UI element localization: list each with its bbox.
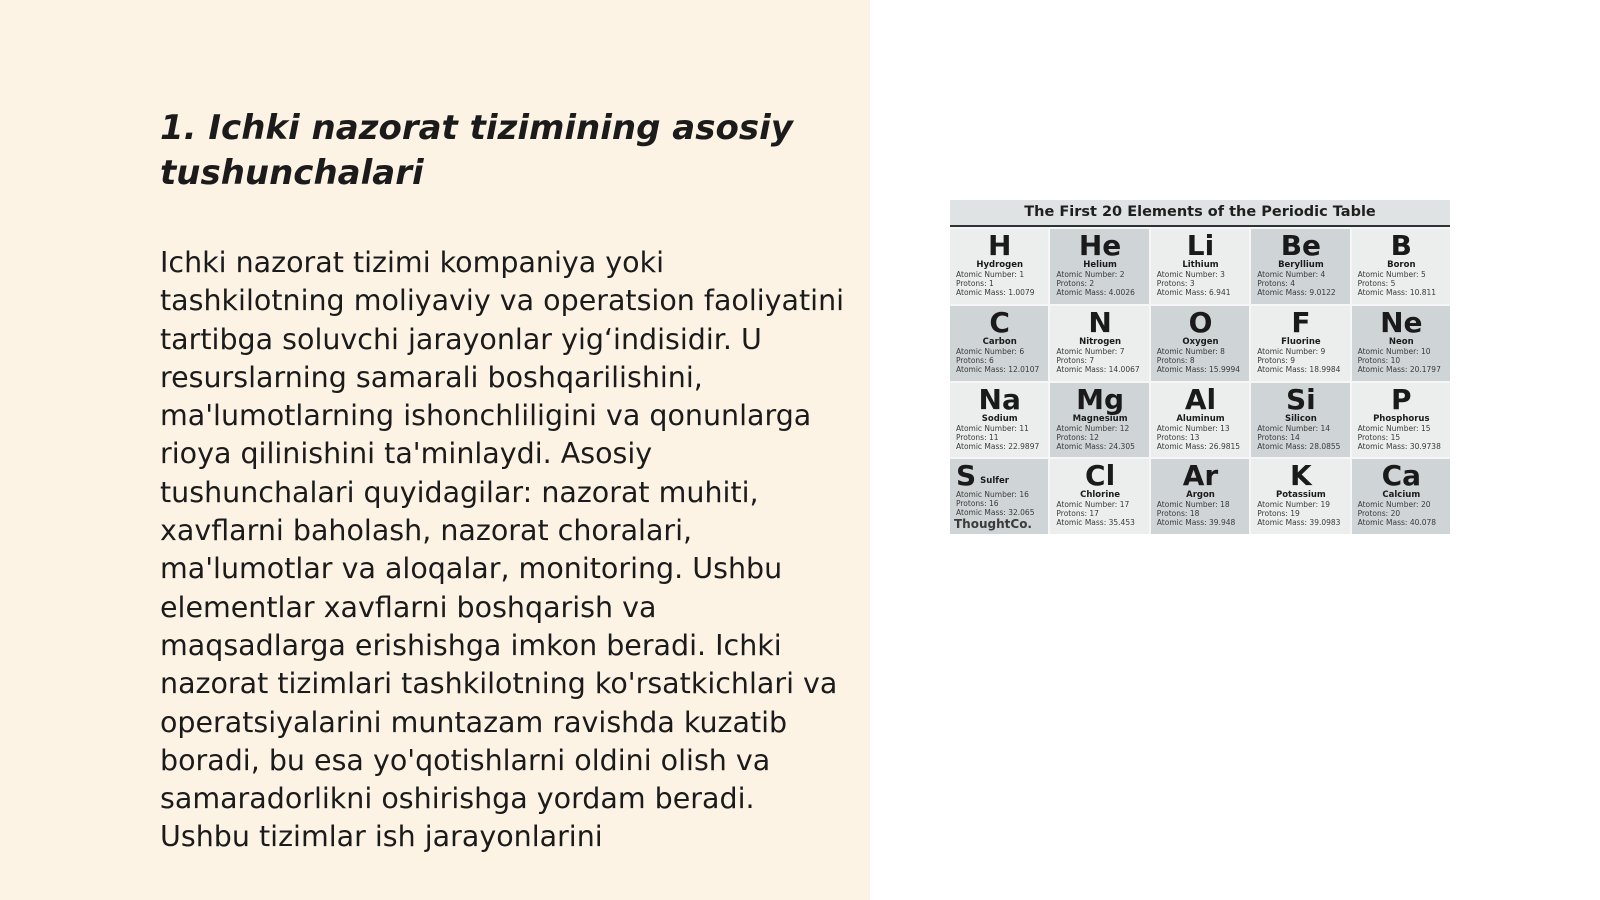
protons-line: Protons: 15: [1357, 432, 1401, 442]
atomic-number-line: Atomic Number: 7: [1056, 346, 1125, 356]
element-cell-neon: [1352, 306, 1450, 381]
element-cell-sodium: [950, 383, 1048, 458]
element-name: Oxygen: [1182, 336, 1219, 347]
element-name: Neon: [1388, 336, 1414, 347]
element-name: Lithium: [1182, 260, 1219, 270]
element-symbol: Na: [978, 382, 1021, 416]
protons-line: Protons: 10: [1357, 355, 1401, 365]
element-name: Boron: [1387, 260, 1416, 270]
atomic-mass-line: Atomic Mass: 24.305: [1056, 441, 1135, 451]
brand-logo: ThoughtCo.: [954, 517, 1032, 531]
atomic-mass-line: Atomic Mass: 15.9994: [1156, 364, 1241, 374]
element-cell-hydrogen: [950, 229, 1048, 304]
element-cell-nitrogen: [1050, 306, 1148, 381]
element-cell-lithium: [1151, 229, 1249, 304]
protons-line: Protons: 3: [1156, 279, 1195, 288]
element-symbol: Ar: [1182, 459, 1219, 493]
element-symbol: Mg: [1076, 382, 1125, 416]
atomic-number-line: Atomic Number: 14: [1257, 423, 1331, 433]
atomic-number-line: Atomic Number: 3: [1156, 270, 1225, 279]
element-name: Carbon: [982, 336, 1017, 347]
element-name: Calcium: [1382, 490, 1421, 501]
atomic-mass-line: Atomic Mass: 20.1797: [1357, 364, 1441, 374]
protons-line: Protons: 7: [1056, 355, 1095, 365]
element-cell-potassium: [1251, 459, 1349, 534]
element-cell-magnesium: [1050, 383, 1148, 458]
element-cell-calcium: [1352, 459, 1450, 534]
periodic-table-image: [950, 200, 1450, 534]
element-symbol: B: [1390, 229, 1412, 262]
element-cell-fluorine: [1251, 306, 1349, 381]
atomic-mass-line: Atomic Mass: 28.0855: [1257, 441, 1341, 451]
atomic-mass-line: Atomic Mass: 39.948: [1156, 518, 1236, 528]
atomic-number-line: Atomic Number: 4: [1257, 270, 1326, 279]
atomic-mass-line: Atomic Mass: 18.9984: [1257, 364, 1341, 374]
protons-line: Protons: 13: [1156, 432, 1200, 442]
atomic-mass-line: Atomic Mass: 26.9815: [1156, 441, 1241, 451]
atomic-mass-line: Atomic Mass: 39.0983: [1257, 518, 1341, 528]
protons-line: Protons: 16: [956, 499, 999, 509]
element-grid: [950, 227, 1450, 534]
element-cell-phosphorus: [1352, 383, 1450, 458]
atomic-number-line: Atomic Number: 9: [1257, 346, 1326, 356]
atomic-number-line: Atomic Number: 13: [1156, 423, 1230, 433]
element-name: Magnesium: [1072, 413, 1128, 424]
element-cell-silicon: [1251, 383, 1349, 458]
element-symbol: F: [1291, 305, 1311, 339]
element-name: Fluorine: [1281, 336, 1321, 347]
atomic-number-line: Atomic Number: 18: [1156, 500, 1230, 510]
atomic-number-line: Atomic Number: 11: [956, 423, 1029, 433]
element-name: Potassium: [1275, 490, 1326, 501]
element-name: Phosphorus: [1373, 413, 1430, 424]
element-cell-aluminum: [1151, 383, 1249, 458]
atomic-number-line: Atomic Number: 19: [1257, 500, 1331, 510]
element-name: Sulfer: [980, 475, 1009, 486]
protons-line: Protons: 6: [956, 355, 994, 365]
element-symbol: K: [1290, 459, 1312, 493]
element-symbol: He: [1078, 229, 1122, 262]
atomic-mass-line: Atomic Mass: 35.453: [1056, 518, 1135, 528]
protons-line: Protons: 2: [1056, 279, 1095, 288]
protons-line: Protons: 17: [1056, 509, 1099, 519]
element-symbol: Be: [1280, 229, 1322, 262]
atomic-number-line: Atomic Number: 12: [1056, 423, 1130, 433]
atomic-number-line: Atomic Number: 2: [1056, 270, 1125, 279]
element-cell-sulfer: [950, 459, 1048, 534]
atomic-number-line: Atomic Number: 6: [956, 346, 1025, 356]
protons-line: Protons: 5: [1357, 279, 1396, 288]
slide-body-text: Ichki nazorat tizimi kompaniya yoki tashkilotning moliyaviy va operatsion faoliyatini tartibga soluvchi jarayonlar yig‘indisidir. U resurslarning samarali boshqarilishini, ma'lumotlarning ishonchliligini va qonunlarga rioya qilinishini ta'minlaydi. Asosiy tushunchalari quyidagilar: nazorat muhiti, xavflarni baholash, nazorat choralari, ma'lumotlar va aloqalar, monitoring. Ushbu elementlar xavflarni boshqarish va maqsadlarga erishishga imkon beradi. Ichki nazorat tizimlari tashkilotning ko'rsatkichlari va operatsiyalarini muntazam ravishda kuzatib boradi, bu esa yo'qotishlarni oldini olish va samaradorlikni oshirishga yordam beradi. Ushbu tizimlar ish jarayonlarini: [160, 246, 845, 854]
protons-line: Protons: 19: [1257, 509, 1300, 519]
element-symbol: Ne: [1380, 305, 1423, 339]
element-cell-argon: [1151, 459, 1249, 534]
atomic-mass-line: Atomic Mass: 1.0079: [956, 288, 1035, 297]
element-symbol: S: [956, 459, 977, 493]
atomic-mass-line: Atomic Mass: 32.065: [956, 508, 1035, 518]
element-cell-oxygen: [1151, 306, 1249, 381]
atomic-number-line: Atomic Number: 15: [1357, 423, 1431, 433]
protons-line: Protons: 11: [956, 432, 999, 442]
element-symbol: Al: [1184, 382, 1217, 416]
atomic-mass-line: Atomic Mass: 4.0026: [1056, 288, 1135, 297]
element-name: Beryllium: [1278, 260, 1324, 270]
element-symbol: Li: [1186, 229, 1215, 262]
atomic-mass-line: Atomic Mass: 6.941: [1156, 288, 1231, 297]
protons-line: Protons: 4: [1257, 279, 1295, 288]
atomic-number-line: Atomic Number: 10: [1357, 346, 1431, 356]
element-name: Helium: [1083, 260, 1117, 270]
element-name: Chlorine: [1080, 490, 1121, 501]
atomic-number-line: Atomic Number: 5: [1357, 270, 1426, 279]
element-name: Argon: [1186, 490, 1215, 501]
element-name: Nitrogen: [1079, 336, 1122, 347]
atomic-number-line: Atomic Number: 1: [956, 270, 1025, 279]
atomic-number-line: Atomic Number: 20: [1357, 500, 1431, 510]
atomic-mass-line: Atomic Mass: 22.9897: [956, 441, 1040, 451]
atomic-mass-line: Atomic Mass: 40.078: [1357, 518, 1437, 528]
element-name: Hydrogen: [976, 260, 1024, 270]
slide-title: 1. Ichki nazorat tizimining asosiy tushunchalari: [160, 108, 793, 193]
protons-line: Protons: 12: [1056, 432, 1099, 442]
atomic-mass-line: Atomic Mass: 30.9738: [1357, 441, 1441, 451]
element-symbol: N: [1088, 305, 1112, 339]
atomic-number-line: Atomic Number: 17: [1056, 500, 1130, 510]
atomic-mass-line: Atomic Mass: 12.0107: [956, 364, 1040, 374]
atomic-number-line: Atomic Number: 8: [1156, 346, 1225, 356]
element-symbol: Ca: [1381, 459, 1422, 493]
element-cell-beryllium: [1251, 229, 1349, 304]
protons-line: Protons: 1: [956, 279, 994, 288]
protons-line: Protons: 20: [1357, 509, 1401, 519]
atomic-mass-line: Atomic Mass: 10.811: [1357, 288, 1437, 297]
element-cell-carbon: [950, 306, 1048, 381]
element-cell-helium: [1050, 229, 1148, 304]
periodic-table-title: The First 20 Elements of the Periodic Table: [950, 200, 1450, 227]
element-symbol: Cl: [1085, 459, 1116, 493]
element-symbol: P: [1391, 382, 1412, 416]
protons-line: Protons: 18: [1156, 509, 1200, 519]
protons-line: Protons: 14: [1257, 432, 1300, 442]
element-symbol: O: [1188, 305, 1213, 339]
element-symbol: H: [987, 229, 1012, 262]
element-symbol: Si: [1286, 382, 1316, 416]
atomic-mass-line: Atomic Mass: 14.0067: [1056, 364, 1140, 374]
atomic-mass-line: Atomic Mass: 9.0122: [1257, 288, 1336, 297]
element-symbol: C: [989, 305, 1010, 339]
element-cell-boron: [1352, 229, 1450, 304]
element-cell-chlorine: [1050, 459, 1148, 534]
element-name: Sodium: [981, 413, 1018, 424]
protons-line: Protons: 8: [1156, 355, 1195, 365]
protons-line: Protons: 9: [1257, 355, 1295, 365]
element-name: Silicon: [1284, 413, 1317, 424]
atomic-number-line: Atomic Number: 16: [956, 490, 1029, 500]
element-name: Aluminum: [1176, 413, 1225, 424]
